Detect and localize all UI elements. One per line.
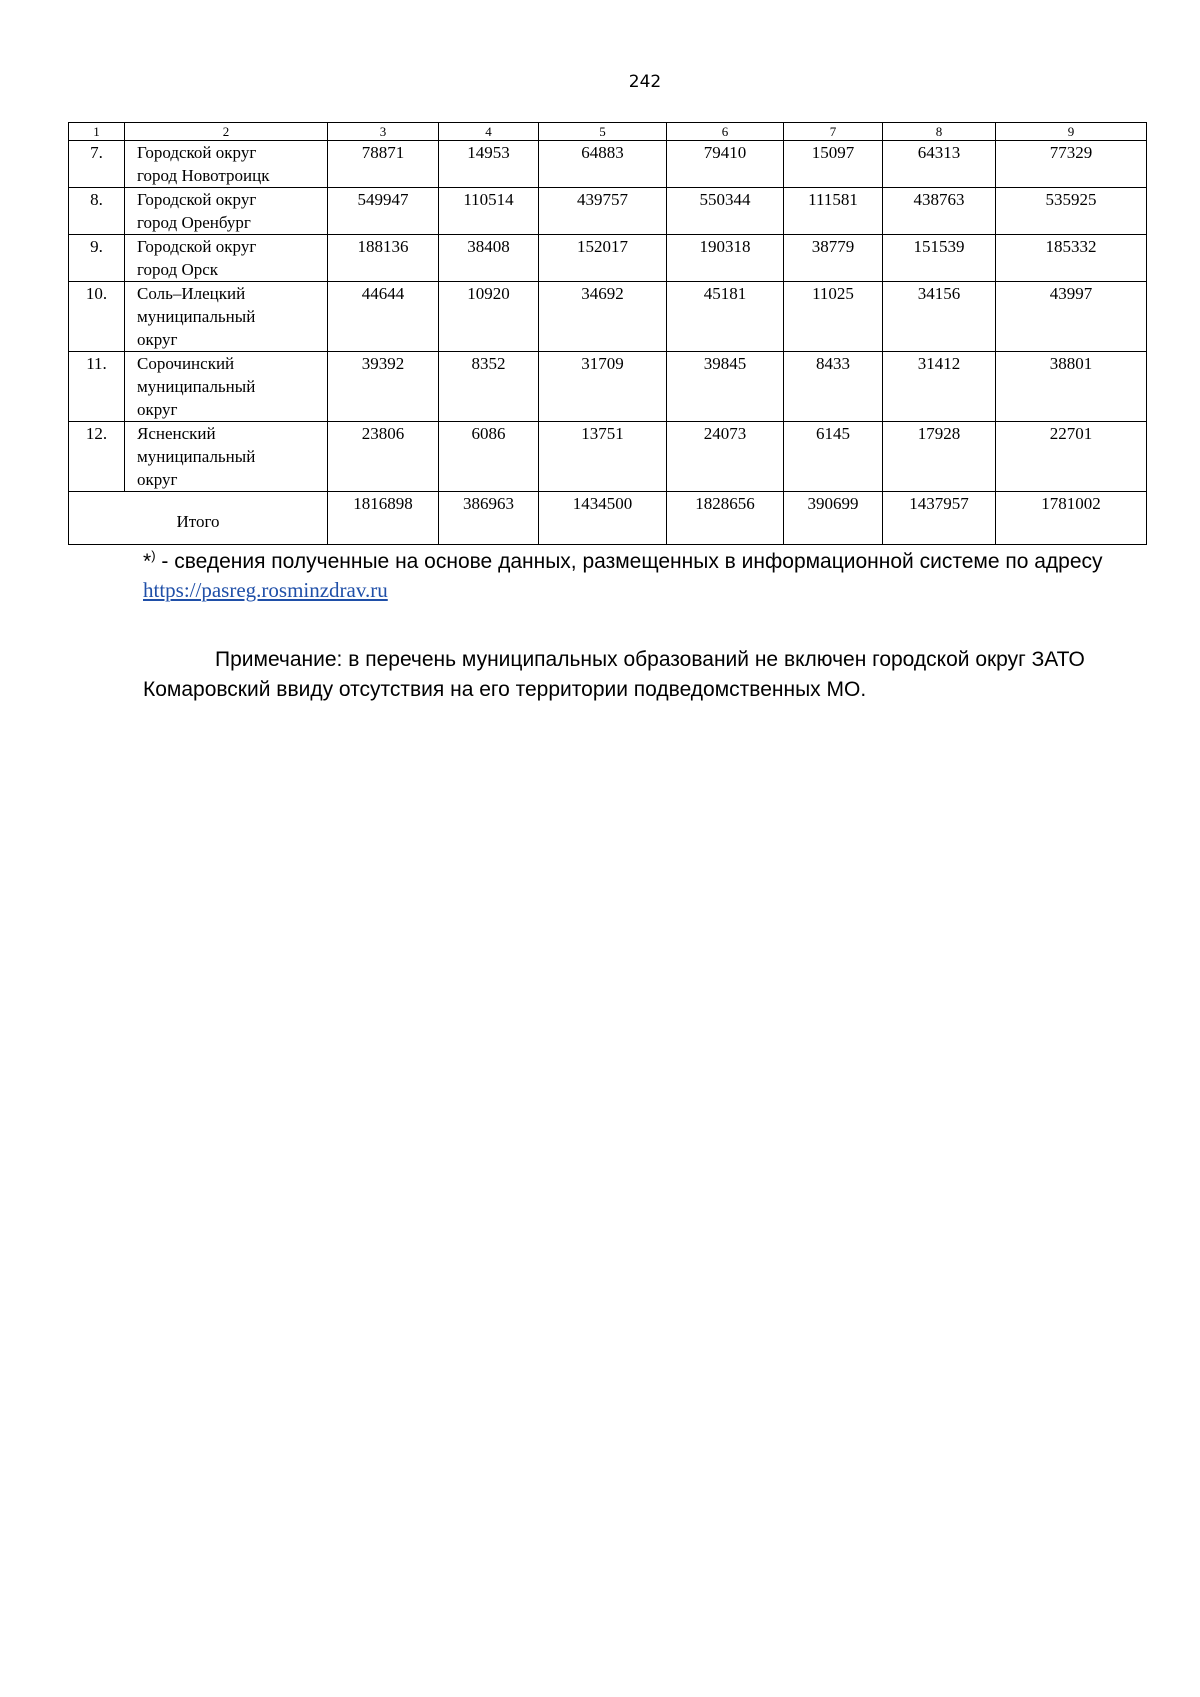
data-table <box>68 122 1147 545</box>
table-row <box>69 422 1147 492</box>
total-cell: 1816898 <box>328 492 439 545</box>
table-cell: 77329 <box>996 141 1147 188</box>
municipality-name <box>125 282 328 352</box>
name-line: Сорочинский <box>137 354 235 373</box>
table-cell: 79410 <box>667 141 784 188</box>
name-line: город Новотроицк <box>137 166 270 185</box>
name-line: округ <box>137 330 178 349</box>
municipality-name <box>125 188 328 235</box>
table-cell: 535925 <box>996 188 1147 235</box>
table-cell: 10920 <box>439 282 539 352</box>
table-cell: 111581 <box>784 188 883 235</box>
footnote-marker-sup: ) <box>151 548 156 563</box>
column-number: 5 <box>539 123 667 141</box>
table-cell: 44644 <box>328 282 439 352</box>
table-cell: 23806 <box>328 422 439 492</box>
table-cell: 34692 <box>539 282 667 352</box>
total-cell: 390699 <box>784 492 883 545</box>
table-row <box>69 188 1147 235</box>
name-line: округ <box>137 470 178 489</box>
row-number: 7. <box>69 141 125 188</box>
table-cell: 439757 <box>539 188 667 235</box>
name-line: Городской округ <box>137 190 257 209</box>
row-number: 11. <box>69 352 125 422</box>
table-cell: 6145 <box>784 422 883 492</box>
name-line: Соль–Илецкий <box>137 284 246 303</box>
total-label: Итого <box>69 492 328 545</box>
table-cell: 15097 <box>784 141 883 188</box>
table-cell: 8433 <box>784 352 883 422</box>
table-cell: 78871 <box>328 141 439 188</box>
column-number: 4 <box>439 123 539 141</box>
table-row <box>69 235 1147 282</box>
name-line: город Оренбург <box>137 213 251 232</box>
name-line: округ <box>137 400 178 419</box>
total-cell: 1434500 <box>539 492 667 545</box>
table-cell: 188136 <box>328 235 439 282</box>
table-cell: 152017 <box>539 235 667 282</box>
table-cell: 185332 <box>996 235 1147 282</box>
name-line: Ясненский <box>137 424 216 443</box>
table-cell: 550344 <box>667 188 784 235</box>
table-cell: 14953 <box>439 141 539 188</box>
footnote <box>143 548 1149 605</box>
note-paragraph: Примечание: в перечень муниципальных образований не включен городской округ ЗАТО Комаровский ввиду отсутствия на его территории подведомственных МО. <box>143 648 1085 701</box>
table-cell: 110514 <box>439 188 539 235</box>
total-cell: 386963 <box>439 492 539 545</box>
table-cell: 45181 <box>667 282 784 352</box>
name-line: город Орск <box>137 260 219 279</box>
municipality-name <box>125 352 328 422</box>
table-cell: 6086 <box>439 422 539 492</box>
name-line: муниципальный <box>137 447 256 466</box>
column-number: 6 <box>667 123 784 141</box>
row-number: 9. <box>69 235 125 282</box>
rosminzdrav-link[interactable]: https://pasreg.rosminzdrav.ru <box>143 578 388 602</box>
table-cell: 17928 <box>883 422 996 492</box>
name-line: муниципальный <box>137 377 256 396</box>
municipality-name <box>125 235 328 282</box>
column-number: 7 <box>784 123 883 141</box>
municipality-name <box>125 141 328 188</box>
row-number: 12. <box>69 422 125 492</box>
table-cell: 39392 <box>328 352 439 422</box>
row-number: 8. <box>69 188 125 235</box>
column-number-row <box>69 123 1147 141</box>
column-number: 1 <box>69 123 125 141</box>
table-cell: 38779 <box>784 235 883 282</box>
table-cell: 43997 <box>996 282 1147 352</box>
name-line: Городской округ <box>137 237 257 256</box>
table-cell: 38801 <box>996 352 1147 422</box>
table-cell: 31412 <box>883 352 996 422</box>
table-cell: 11025 <box>784 282 883 352</box>
table-cell: 39845 <box>667 352 784 422</box>
column-number: 2 <box>125 123 328 141</box>
table-cell: 34156 <box>883 282 996 352</box>
table-cell: 31709 <box>539 352 667 422</box>
name-line: муниципальный <box>137 307 256 326</box>
table-cell: 438763 <box>883 188 996 235</box>
table-row <box>69 282 1147 352</box>
table-cell: 64883 <box>539 141 667 188</box>
table-row <box>69 141 1147 188</box>
table-cell: 13751 <box>539 422 667 492</box>
table-cell: 38408 <box>439 235 539 282</box>
total-cell: 1828656 <box>667 492 784 545</box>
table-cell: 151539 <box>883 235 996 282</box>
name-line: Городской округ <box>137 143 257 162</box>
table-cell: 24073 <box>667 422 784 492</box>
table-cell: 64313 <box>883 141 996 188</box>
table-cell: 549947 <box>328 188 439 235</box>
footnote-text: - сведения полученные на основе данных, размещенных в информационной системе по адресу <box>155 550 1103 573</box>
municipality-name <box>125 422 328 492</box>
column-number: 3 <box>328 123 439 141</box>
row-number: 10. <box>69 282 125 352</box>
table-cell: 22701 <box>996 422 1147 492</box>
total-cell: 1437957 <box>883 492 996 545</box>
table-cell: 190318 <box>667 235 784 282</box>
total-row <box>69 492 1147 545</box>
table-row <box>69 352 1147 422</box>
total-cell: 1781002 <box>996 492 1147 545</box>
column-number: 9 <box>996 123 1147 141</box>
footnote-marker: * <box>143 550 152 573</box>
table-cell: 8352 <box>439 352 539 422</box>
column-number: 8 <box>883 123 996 141</box>
page-number: 242 <box>628 72 662 92</box>
